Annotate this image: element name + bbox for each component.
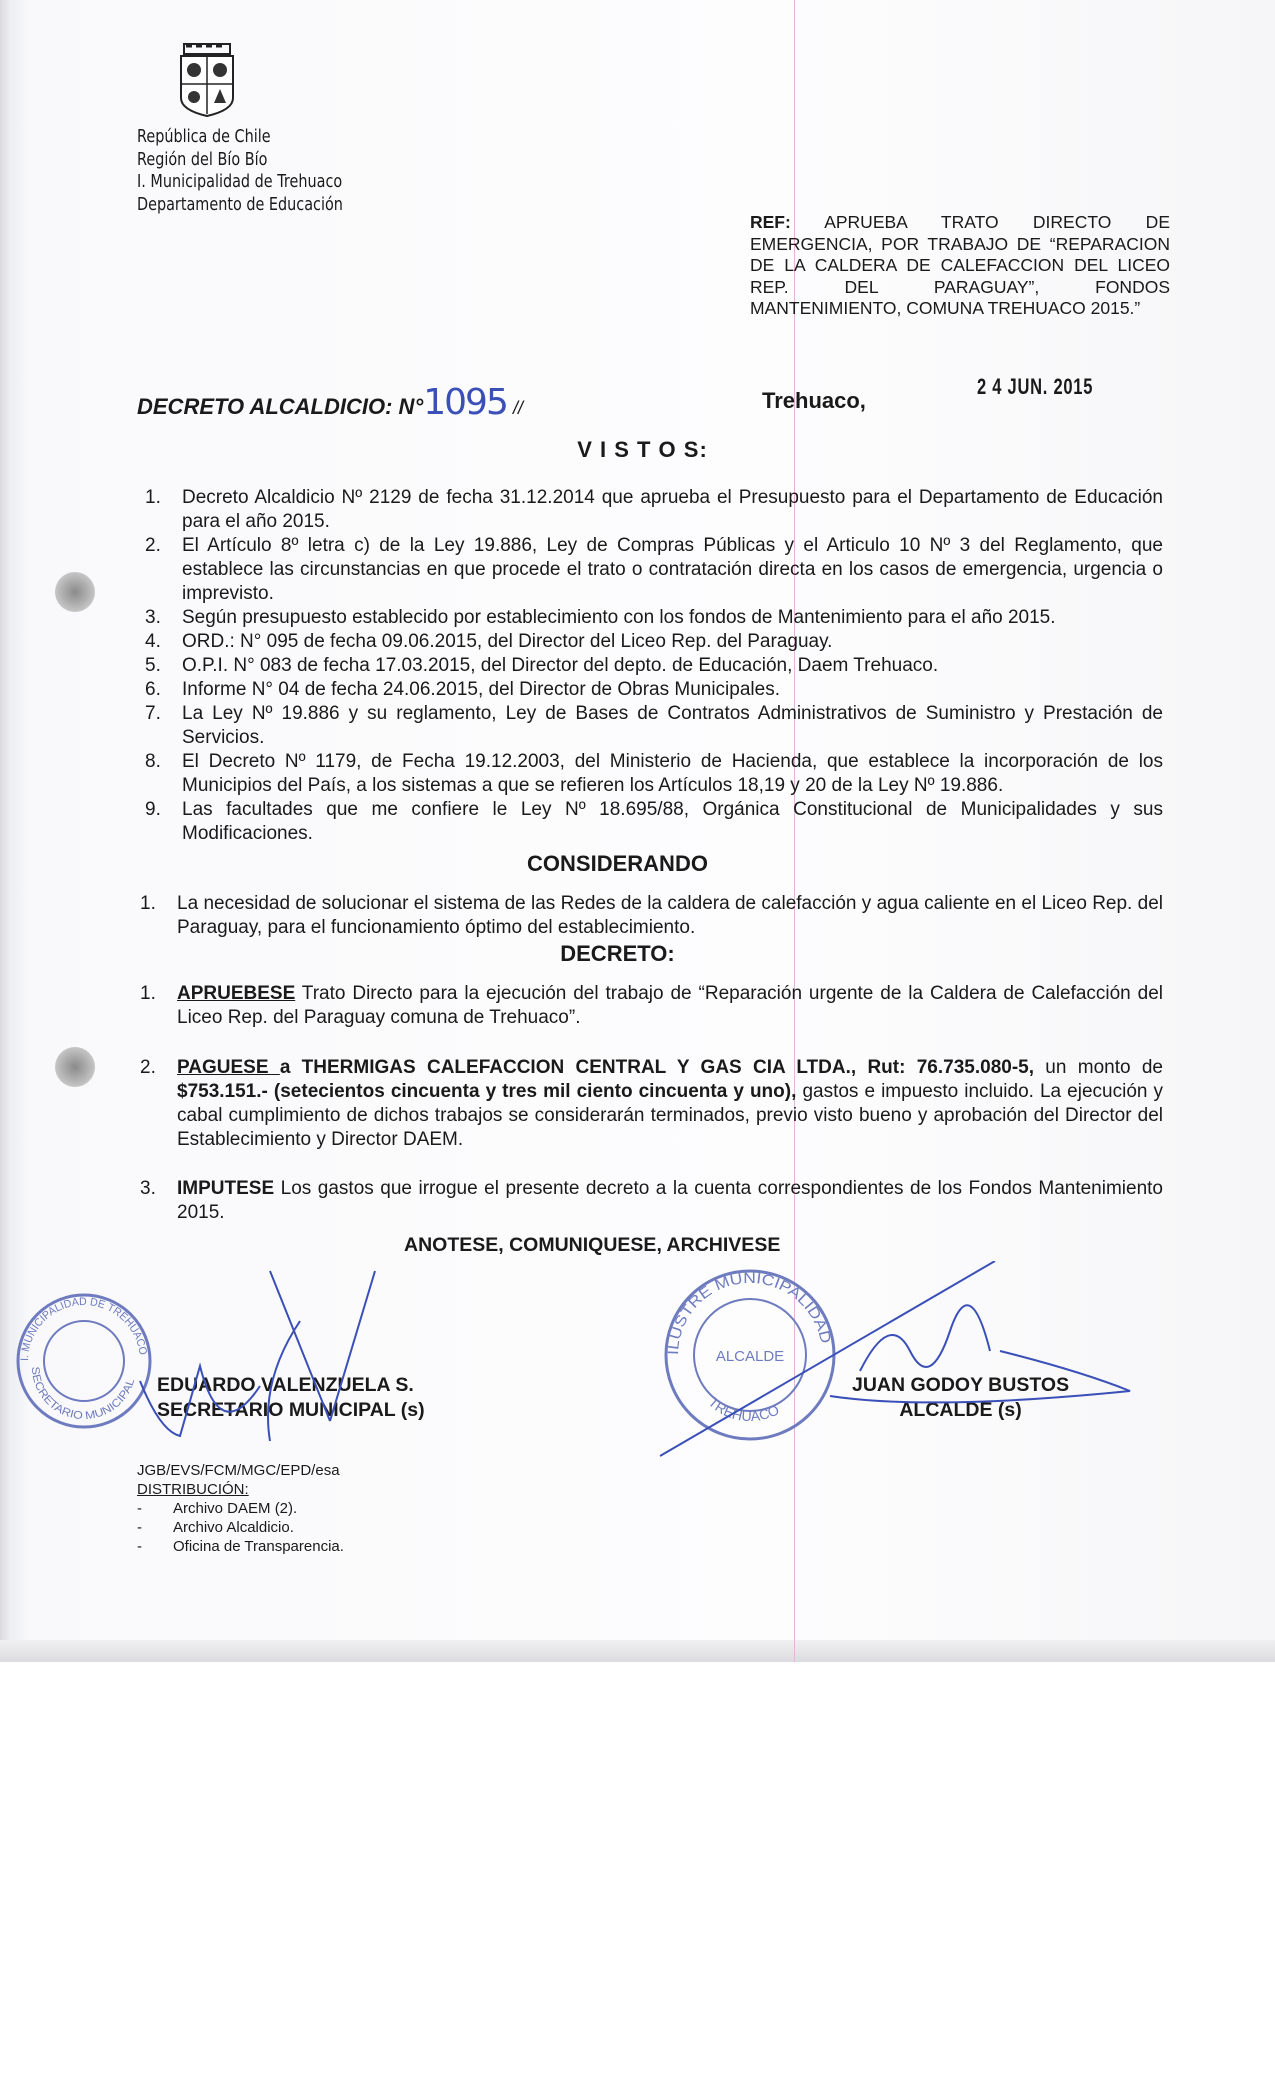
considerando-list <box>140 892 1163 940</box>
considerando-heading: CONSIDERANDO <box>527 851 708 876</box>
svg-text:I. MUNICIPALIDAD DE TREHUACO: I. MUNICIPALIDAD DE TREHUACO <box>18 1295 149 1362</box>
svg-text:TREHUACO: TREHUACO <box>705 1393 782 1425</box>
handwritten-signatures <box>0 1261 1275 1461</box>
distribution-item: - Archivo DAEM (2). <box>137 1500 298 1517</box>
ref-text: APRUEBA TRATO DIRECTO DE EMERGENCIA, POR TRABAJO DE “REPARACION DE LA CALDERA DE CALEFACCION DEL LICEO REP. DEL PARAGUAY”, FONDOS MANTENIMIENTO, COMUNA TREHUACO 2015.” <box>750 212 1170 319</box>
distribution-item: - Archivo Alcaldicio. <box>137 1519 294 1536</box>
date-stamp: 2 4 JUN. 2015 <box>977 374 1094 399</box>
coat-of-arms-logo <box>176 42 238 118</box>
ref-label: REF: <box>750 212 791 232</box>
decreto-heading: DECRETO: <box>560 941 675 966</box>
signer-name: EDUARDO VALENZUELA S. <box>157 1374 414 1396</box>
list-item: 3. IMPUTESE Los gastos que irrogue el presente decreto a la cuenta correspondientes de los Fondos Mantenimiento 2015. <box>140 1178 1163 1223</box>
decree-number-line <box>137 382 523 423</box>
svg-text:ILUSTRE MUNICIPALIDAD: ILUSTRE MUNICIPALIDAD <box>664 1269 834 1356</box>
decree-number-handwritten: 1095 <box>423 382 507 423</box>
header-line: I. Municipalidad de Trehuaco <box>137 171 343 192</box>
list-item: 1. APRUEBESE Trato Directo para la ejecución del trabajo de “Reparación urgente de la Caldera de Calefacción del Liceo Rep. del Paraguay comuna de Trehuaco”. <box>140 983 1163 1028</box>
list-item: 7. La Ley Nº 19.886 y su reglamento, Ley de Bases de Contratos Administrativos de Suministro y Prestación de Servicios. <box>145 703 1163 748</box>
city: Trehuaco, <box>762 388 866 413</box>
list-item: 8. El Decreto Nº 1179, de Fecha 19.12.2003, del Ministerio de Hacienda, que establece la incorporación de los Municipios del País, a los sistemas a que se refieren los Artículos 18,19 y 20 de la Ley Nº 19.886. <box>145 751 1163 796</box>
closing-formula: ANOTESE, COMUNIQUESE, ARCHIVESE <box>404 1234 781 1256</box>
list-item: 2. PAGUESE a THERMIGAS CALEFACCION CENTRAL Y GAS CIA LTDA., Rut: 76.735.080-5, un monto de $753.151.- (setecientos cincuenta y tres mil ciento cincuenta y uno), gastos e impuesto incluido. La ejecución y cabal cumplimiento de dichos trabajos se considerarán terminados, previo visto bueno y aprobación del Director del Establecimiento y Director DAEM. <box>140 1057 1164 1150</box>
decree-label: DECRETO ALCALDICIO: N° <box>137 394 424 419</box>
header-line: Departamento de Educación <box>137 193 343 215</box>
list-item: 9. Las facultades que me confiere le Ley Nº 18.695/88, Orgánica Constitucional de Municipalidades y sus Modificaciones. <box>145 799 1163 844</box>
header-line: Región del Bío Bío <box>137 148 268 170</box>
signer-title: SECRETARIO MUNICIPAL (s) <box>157 1399 425 1421</box>
distribution-item: - Oficina de Transparencia. <box>137 1538 344 1555</box>
list-item: 1. Decreto Alcaldicio Nº 2129 de fecha 31.12.2014 que aprueba el Presupuesto para el Departamento de Educación para el año 2015. <box>145 487 1163 532</box>
initials: JGB/EVS/FCM/MGC/EPD/esa <box>137 1462 340 1479</box>
header-line: República de Chile <box>137 126 271 147</box>
svg-text:ALCALDE: ALCALDE <box>715 1348 785 1365</box>
decree-suffix: // <box>513 398 524 418</box>
list-item: 6. Informe N° 04 de fecha 24.06.2015, del Director de Obras Municipales. <box>145 679 780 700</box>
list-item: 5. O.P.I. N° 083 de fecha 17.03.2015, del Director del depto. de Educación, Daem Trehuaco. <box>145 655 939 676</box>
list-item: 1. La necesidad de solucionar el sistema de las Redes de la caldera de calefacción y agua caliente en el Liceo Rep. del Paraguay, para el funcionamiento óptimo del establecimiento. <box>140 893 1163 938</box>
svg-text:SECRETARIO MUNICIPAL: SECRETARIO MUNICIPAL <box>28 1366 138 1423</box>
page-edge <box>0 1640 1275 1662</box>
list-item: 2. El Artículo 8º letra c) de la Ley 19.886, Ley de Compras Públicas y el Articulo 10 Nº 3 del Reglamento, que establece las circunstancias en que procede el trato o contratación directa en los casos de emergencia, urgencia o imprevisto. <box>145 535 1163 604</box>
footer <box>137 1461 1275 1556</box>
document-body <box>0 436 1275 1556</box>
issuer-header <box>137 126 343 216</box>
signer-title: ALCALDE (s) <box>899 1399 1022 1421</box>
list-item: 3. Según presupuesto establecido por establecimiento con los fondos de Mantenimiento para el año 2015. <box>145 607 1056 628</box>
vistos-heading: V I S T O S: <box>577 437 708 462</box>
distribution-label: DISTRIBUCIÓN: <box>137 1481 249 1498</box>
vistos-list <box>145 486 1163 846</box>
decreto-list <box>140 982 1163 1225</box>
reference-block <box>750 212 1170 320</box>
signature-section <box>0 1261 1275 1461</box>
list-item: 4. ORD.: N° 095 de fecha 09.06.2015, del Director del Liceo Rep. del Paraguay. <box>145 631 833 652</box>
signer-name: JUAN GODOY BUSTOS <box>852 1374 1070 1396</box>
